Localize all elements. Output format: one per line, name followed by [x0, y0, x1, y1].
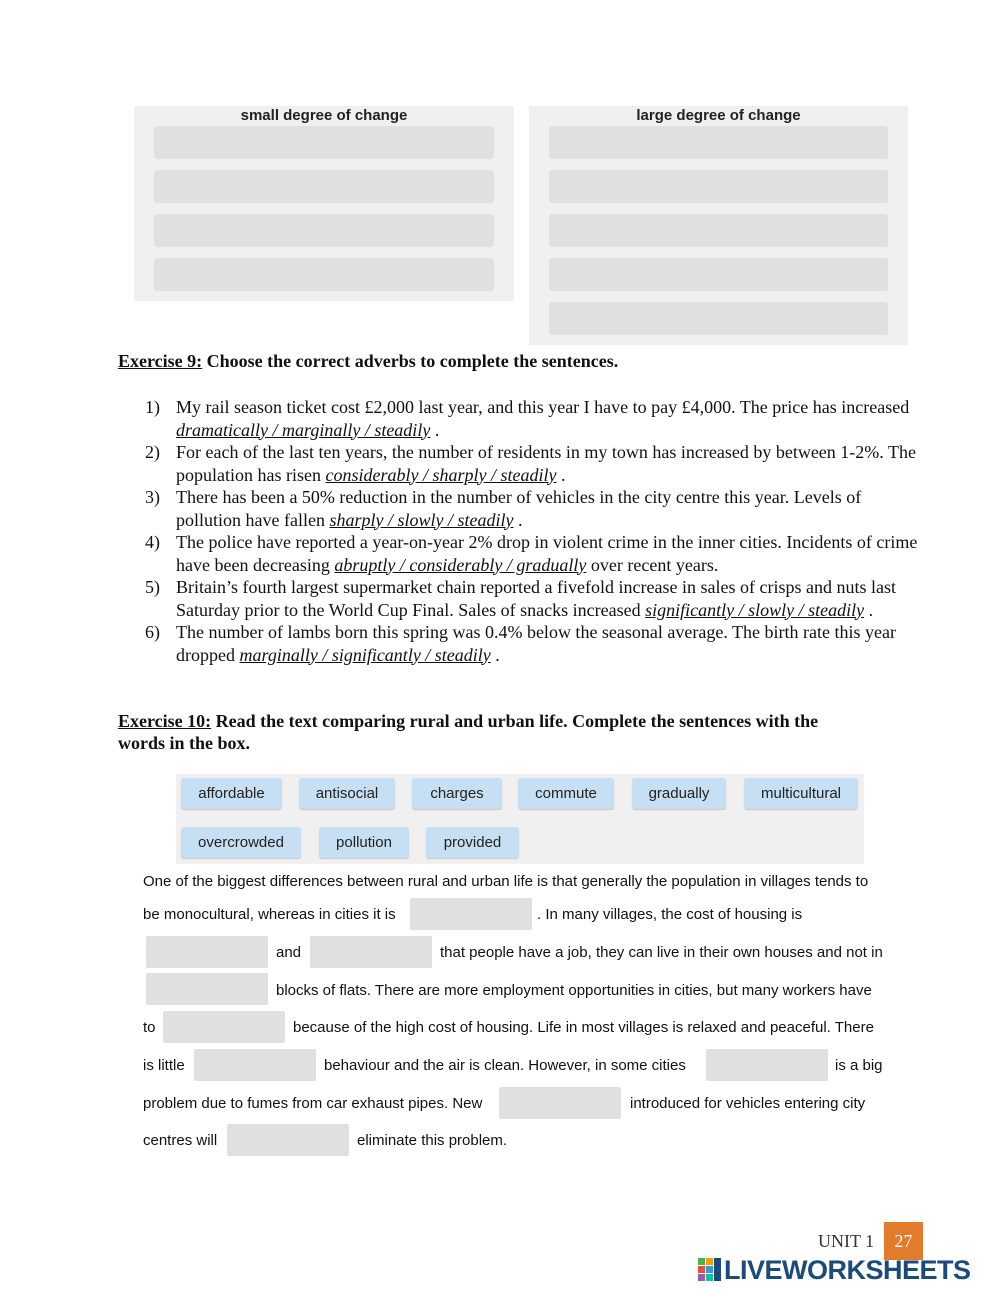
- passage-line: . In many villages, the cost of housing is: [537, 906, 803, 923]
- passage-line: to: [143, 1019, 156, 1036]
- large-change-drop-slot[interactable]: [549, 302, 888, 335]
- exercise9-instruction: Choose the correct adverbs to complete the sentences.: [202, 351, 619, 371]
- passage-line: problem due to fumes from car exhaust pipes. New: [143, 1095, 483, 1112]
- item-number: 1): [145, 397, 160, 417]
- large-change-drop-slot[interactable]: [549, 258, 888, 291]
- item-text: Britain’s fourth largest supermarket chain reported a fivefold increase in sales of crisps and nuts last Saturday prior to the World Cup Final. Sales of snacks increased: [176, 577, 896, 620]
- passage-line: is a big: [835, 1057, 883, 1074]
- adverb-options-select[interactable]: abruptly / considerably / gradually: [334, 554, 587, 575]
- word-chip[interactable]: commute: [518, 778, 614, 809]
- word-chip[interactable]: charges: [412, 778, 502, 809]
- small-change-drop-slot[interactable]: [154, 126, 494, 159]
- word-bank: [176, 774, 864, 864]
- item-number: 3): [145, 487, 160, 507]
- word-chip[interactable]: multicultural: [744, 778, 858, 809]
- answer-blank[interactable]: [146, 973, 268, 1005]
- exercise10-number: Exercise 10:: [118, 711, 212, 731]
- small-change-panel: [134, 106, 514, 301]
- word-chip[interactable]: antisocial: [299, 778, 395, 809]
- adverb-options-select[interactable]: dramatically / marginally / steadily: [176, 419, 431, 440]
- passage-line: behaviour and the air is clean. However, in some cities: [324, 1057, 686, 1074]
- passage-line: centres will: [143, 1132, 218, 1149]
- item-text: The police have reported a year-on-year 2% drop in violent crime in the inner cities. Incidents of crime have been decreasing: [176, 532, 918, 575]
- small-change-drop-slot[interactable]: [154, 170, 494, 203]
- item-number: 5): [145, 577, 160, 597]
- answer-blank[interactable]: [706, 1049, 828, 1081]
- answer-blank[interactable]: [227, 1124, 349, 1156]
- passage-line: introduced for vehicles entering city: [630, 1095, 866, 1112]
- large-change-panel: [529, 106, 908, 345]
- exercise9-list: [145, 396, 925, 666]
- item-text-end: .: [864, 599, 874, 620]
- exercise10-instruction: Read the text comparing rural and urban life. Complete the sentences with the: [211, 711, 819, 731]
- answer-blank[interactable]: [146, 936, 268, 968]
- answer-blank[interactable]: [410, 898, 532, 930]
- word-chip[interactable]: pollution: [319, 827, 409, 858]
- item-number: 4): [145, 532, 160, 552]
- answer-blank[interactable]: [163, 1011, 285, 1043]
- item-number: 6): [145, 622, 160, 642]
- small-change-title: small degree of change: [240, 107, 408, 124]
- adverb-options-select[interactable]: sharply / slowly / steadily: [329, 509, 514, 530]
- passage-line: is little: [143, 1057, 185, 1074]
- word-chip[interactable]: provided: [426, 827, 519, 858]
- passage-line: be monocultural, whereas in cities it is: [143, 906, 396, 923]
- adverb-options-select[interactable]: marginally / significantly / steadily: [239, 644, 491, 665]
- unit-label: UNIT 1: [818, 1231, 875, 1251]
- item-text: For each of the last ten years, the number of residents in my town has increased by between 1-2%. The population has risen: [176, 442, 916, 485]
- exercise9-item: [145, 576, 925, 621]
- answer-blank[interactable]: [194, 1049, 316, 1081]
- page-number: 27: [884, 1222, 923, 1260]
- exercise9-item: [145, 621, 925, 666]
- large-change-drop-slot[interactable]: [549, 126, 888, 159]
- large-change-title: large degree of change: [636, 107, 801, 124]
- liveworksheets-logo-icon: [698, 1258, 722, 1282]
- passage-line: and: [276, 944, 302, 961]
- item-text-end: over recent years.: [586, 554, 719, 575]
- exercise9-item: [145, 441, 925, 486]
- brand-text: LIVEWORKSHEETS: [724, 1255, 971, 1285]
- item-text-end: .: [513, 509, 523, 530]
- answer-blank[interactable]: [310, 936, 432, 968]
- word-chip[interactable]: gradually: [632, 778, 726, 809]
- answer-blank[interactable]: [499, 1087, 621, 1119]
- large-change-drop-slot[interactable]: [549, 214, 888, 247]
- word-chip[interactable]: affordable: [181, 778, 282, 809]
- passage-line: that people have a job, they can live in their own houses and not in: [440, 944, 883, 961]
- adverb-options-select[interactable]: significantly / slowly / steadily: [645, 599, 865, 620]
- passage-line: eliminate this problem.: [357, 1132, 508, 1149]
- item-text-end: .: [490, 644, 500, 665]
- passage-line: because of the high cost of housing. Life in most villages is relaxed and peaceful. There: [293, 1019, 874, 1036]
- item-text: There has been a 50% reduction in the number of vehicles in the city centre this year. Levels of pollution have fallen: [176, 487, 862, 530]
- exercise9-item: [145, 486, 925, 531]
- item-text-end: .: [556, 464, 566, 485]
- exercise9-item: [145, 531, 925, 576]
- large-change-drop-slot[interactable]: [549, 170, 888, 203]
- small-change-drop-slot[interactable]: [154, 258, 494, 291]
- item-text: The number of lambs born this spring was 0.4% below the seasonal average. The birth rate this year dropped: [176, 622, 896, 665]
- small-change-drop-slot[interactable]: [154, 214, 494, 247]
- exercise9-number: Exercise 9:: [118, 351, 203, 371]
- item-text: My rail season ticket cost £2,000 last year, and this year I have to pay £4,000. The price has increased: [176, 397, 910, 417]
- passage-line: One of the biggest differences between rural and urban life is that generally the population in villages tends to: [143, 873, 869, 890]
- adverb-options-select[interactable]: considerably / sharply / steadily: [325, 464, 557, 485]
- exercise10-instruction-cont: words in the box.: [118, 733, 251, 753]
- item-text-end: .: [430, 419, 440, 440]
- exercise9-item: [145, 396, 925, 441]
- exercise10-heading: [118, 710, 918, 754]
- exercise9-heading: [118, 350, 618, 372]
- passage-line: blocks of flats. There are more employment opportunities in cities, but many workers have: [276, 982, 872, 999]
- item-number: 2): [145, 442, 160, 462]
- word-chip[interactable]: overcrowded: [181, 827, 301, 858]
